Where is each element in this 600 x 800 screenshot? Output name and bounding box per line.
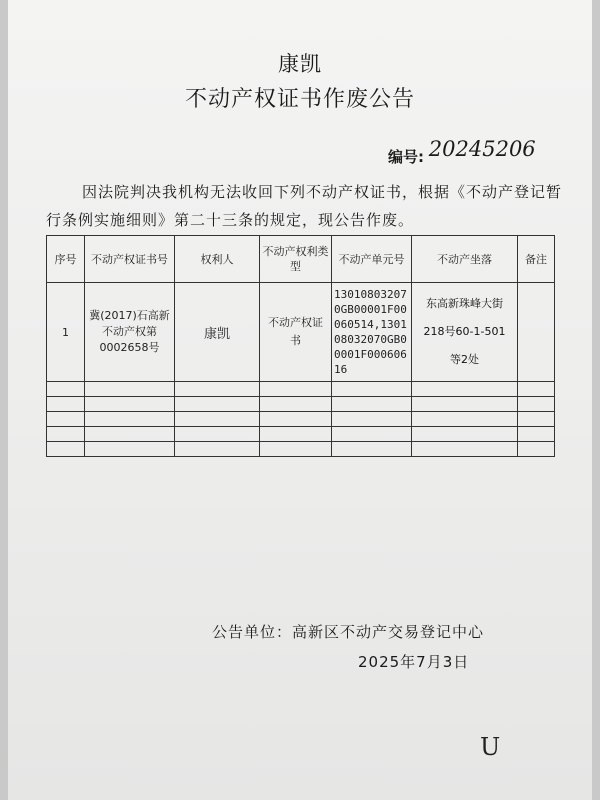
- doc-title-name: 康凯: [278, 52, 322, 76]
- cell-location: [412, 283, 518, 382]
- col-header-owner: 权利人: [175, 236, 260, 283]
- cell-owner: 康凯: [175, 283, 260, 382]
- location-line-3: 等2处: [450, 353, 479, 366]
- table-header-row: [47, 236, 555, 283]
- table-row-empty: [47, 442, 555, 457]
- table-row-empty: [47, 412, 555, 427]
- col-header-index: 序号: [47, 236, 85, 283]
- cell-unit-no: 130108032070GB00001F00060514,130108032070GB00001F00060616: [332, 283, 412, 382]
- serial-handwritten-value: 20245206: [428, 137, 536, 161]
- col-header-location: 不动产坐落: [412, 236, 518, 283]
- cell-index: 1: [47, 283, 85, 382]
- cell-note: [518, 283, 555, 382]
- issuing-unit: 公告单位：高新区不动产交易登记中心: [212, 623, 485, 641]
- doc-title: 不动产权证书作废公告: [184, 87, 415, 112]
- certificate-table: [46, 235, 555, 457]
- location-line-2: 218号60-1-501: [423, 325, 506, 338]
- serial-label: 编号:: [388, 148, 424, 166]
- table-row-empty: [47, 397, 555, 412]
- location-line-1: 东高新珠峰大街: [426, 297, 503, 310]
- col-header-note: 备注: [518, 236, 555, 283]
- issue-date: 2025年7月3日: [358, 653, 470, 671]
- col-header-certificate: 不动产权证书号: [85, 236, 175, 283]
- announcement-body: 因法院判决我机构无法收回下列不动产权证书，根据《不动产登记暂行条例实施细则》第二十三条的规定，现公告作废。: [46, 183, 563, 229]
- table-row-empty: [47, 382, 555, 397]
- col-header-unit-no: 不动产单元号: [332, 236, 412, 283]
- table-row-empty: [47, 427, 555, 442]
- serial-number: [388, 137, 536, 167]
- cell-certificate: 冀(2017)石高新不动产权第0002658号: [85, 283, 175, 382]
- col-header-right-type: 不动产权利类型: [260, 236, 332, 283]
- cell-right-type: 不动产权证书: [260, 283, 332, 382]
- handwritten-mark: U: [480, 733, 501, 761]
- table-row: [47, 283, 555, 382]
